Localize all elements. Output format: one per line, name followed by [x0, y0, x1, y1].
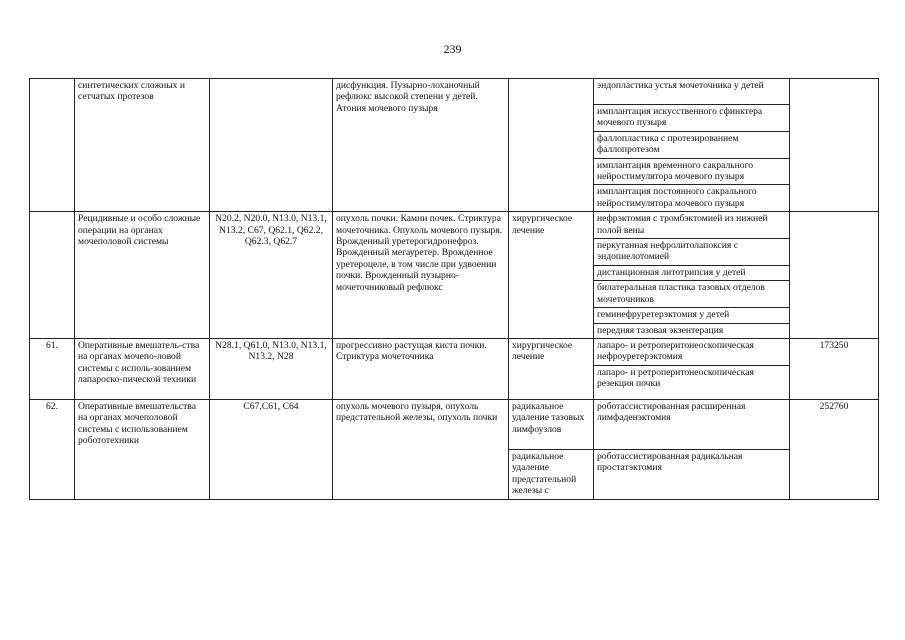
- diagnosis: опухоль мочевого пузыря, опухоль предстательной железы, опухоль почки: [333, 399, 509, 499]
- row-number: 62.: [30, 399, 75, 499]
- method-cell: эндопластика устья мочеточника у детей: [594, 79, 790, 105]
- row-number: [30, 79, 75, 212]
- treatment-type: хирургическое лечение: [509, 212, 594, 339]
- row-number: 61.: [30, 338, 75, 399]
- method-cell: передняя тазовая экзентерация: [594, 323, 790, 338]
- intervention-name: Рецидивные и особо сложные операции на органах мочеполовой системы: [75, 212, 210, 339]
- method-cell: перкутанная нефролитолапоксия с эндопиелотомией: [594, 239, 790, 266]
- method-cell: билатеральная пластика тазовых отделов мочеточников: [594, 281, 790, 308]
- treatment-table: [29, 78, 879, 500]
- method-cell: имплантация искусственного сфинктера мочевого пузыря: [594, 105, 790, 132]
- intervention-name: Оперативные вмешательства на органах мочеполовой системы с использованием робототехники: [75, 399, 210, 499]
- table-row: [30, 79, 879, 105]
- price: 173250: [790, 338, 879, 399]
- row-number: [30, 212, 75, 339]
- method-cell: нефрэктомия с тромбэктомией из нижней полой вены: [594, 212, 790, 239]
- page-number: 239: [443, 42, 462, 56]
- table-row: [30, 399, 879, 449]
- treatment-type: [509, 79, 594, 212]
- table-row: [30, 212, 879, 239]
- diagnosis: опухоль почки. Камни почек. Стриктура мочеточника. Опухоль мочевого пузыря. Врожденный уретерогидронефроз. Врожденный мегауретер. Врожденное уретероцеле, в том числе при удвоении почки. Врожденный пузырно-мочеточниковый рефлюкс: [333, 212, 509, 339]
- diagnosis: прогрессивно растущая киста почки. Стриктура мочеточника: [333, 338, 509, 399]
- icd-codes: N28.1, Q61.0, N13.0, N13.1, N13.2, N28: [210, 338, 333, 399]
- method-cell: геминефруретерэктомия у детей: [594, 308, 790, 323]
- method-cell: фаллопластика с протезированием фаллопротезом: [594, 131, 790, 158]
- icd-codes: [210, 79, 333, 212]
- diagnosis: дисфункция. Пузырно-лоханочный рефлюкс высокой степени у детей. Атония мочевого пузыря: [333, 79, 509, 212]
- treatment-type: радикальное удаление предстательной железы с: [509, 449, 594, 499]
- method-cell: лапаро- и ретроперитонеоскопическая резекция почки: [594, 365, 790, 399]
- intervention-name: Оперативные вмешатель-ства на органах мочепо-ловой системы с исполь-зованием лапароско-пической техники: [75, 338, 210, 399]
- price: [790, 79, 879, 212]
- price: [790, 212, 879, 339]
- method-cell: лапаро- и ретроперитонеоскопическая нефроуретерэктомия: [594, 338, 790, 365]
- method-cell: имплантация постоянного сакрального нейростимулятора мочевого пузыря: [594, 185, 790, 212]
- icd-codes: C67,C61, C64: [210, 399, 333, 499]
- treatment-type: радикальное удаление тазовых лимфоузлов: [509, 399, 594, 449]
- method-cell: роботассистированная радикальная простатэктомия: [594, 449, 790, 499]
- table-row: [30, 338, 879, 365]
- method-cell: дистанционная литотрипсия у детей: [594, 265, 790, 280]
- price: 252760: [790, 399, 879, 499]
- treatment-type: хирургическое лечение: [509, 338, 594, 399]
- method-cell: роботассистированная расширенная лимфаденэктомия: [594, 399, 790, 449]
- icd-codes: N20.2, N20.0, N13.0, N13.1, N13.2, C67, Q62.1, Q62.2, Q62.3, Q62.7: [210, 212, 333, 339]
- intervention-name: синтетических сложных и сетчатых протезов: [75, 79, 210, 212]
- method-cell: имплантация временного сакрального нейростимулятора мочевого пузыря: [594, 158, 790, 185]
